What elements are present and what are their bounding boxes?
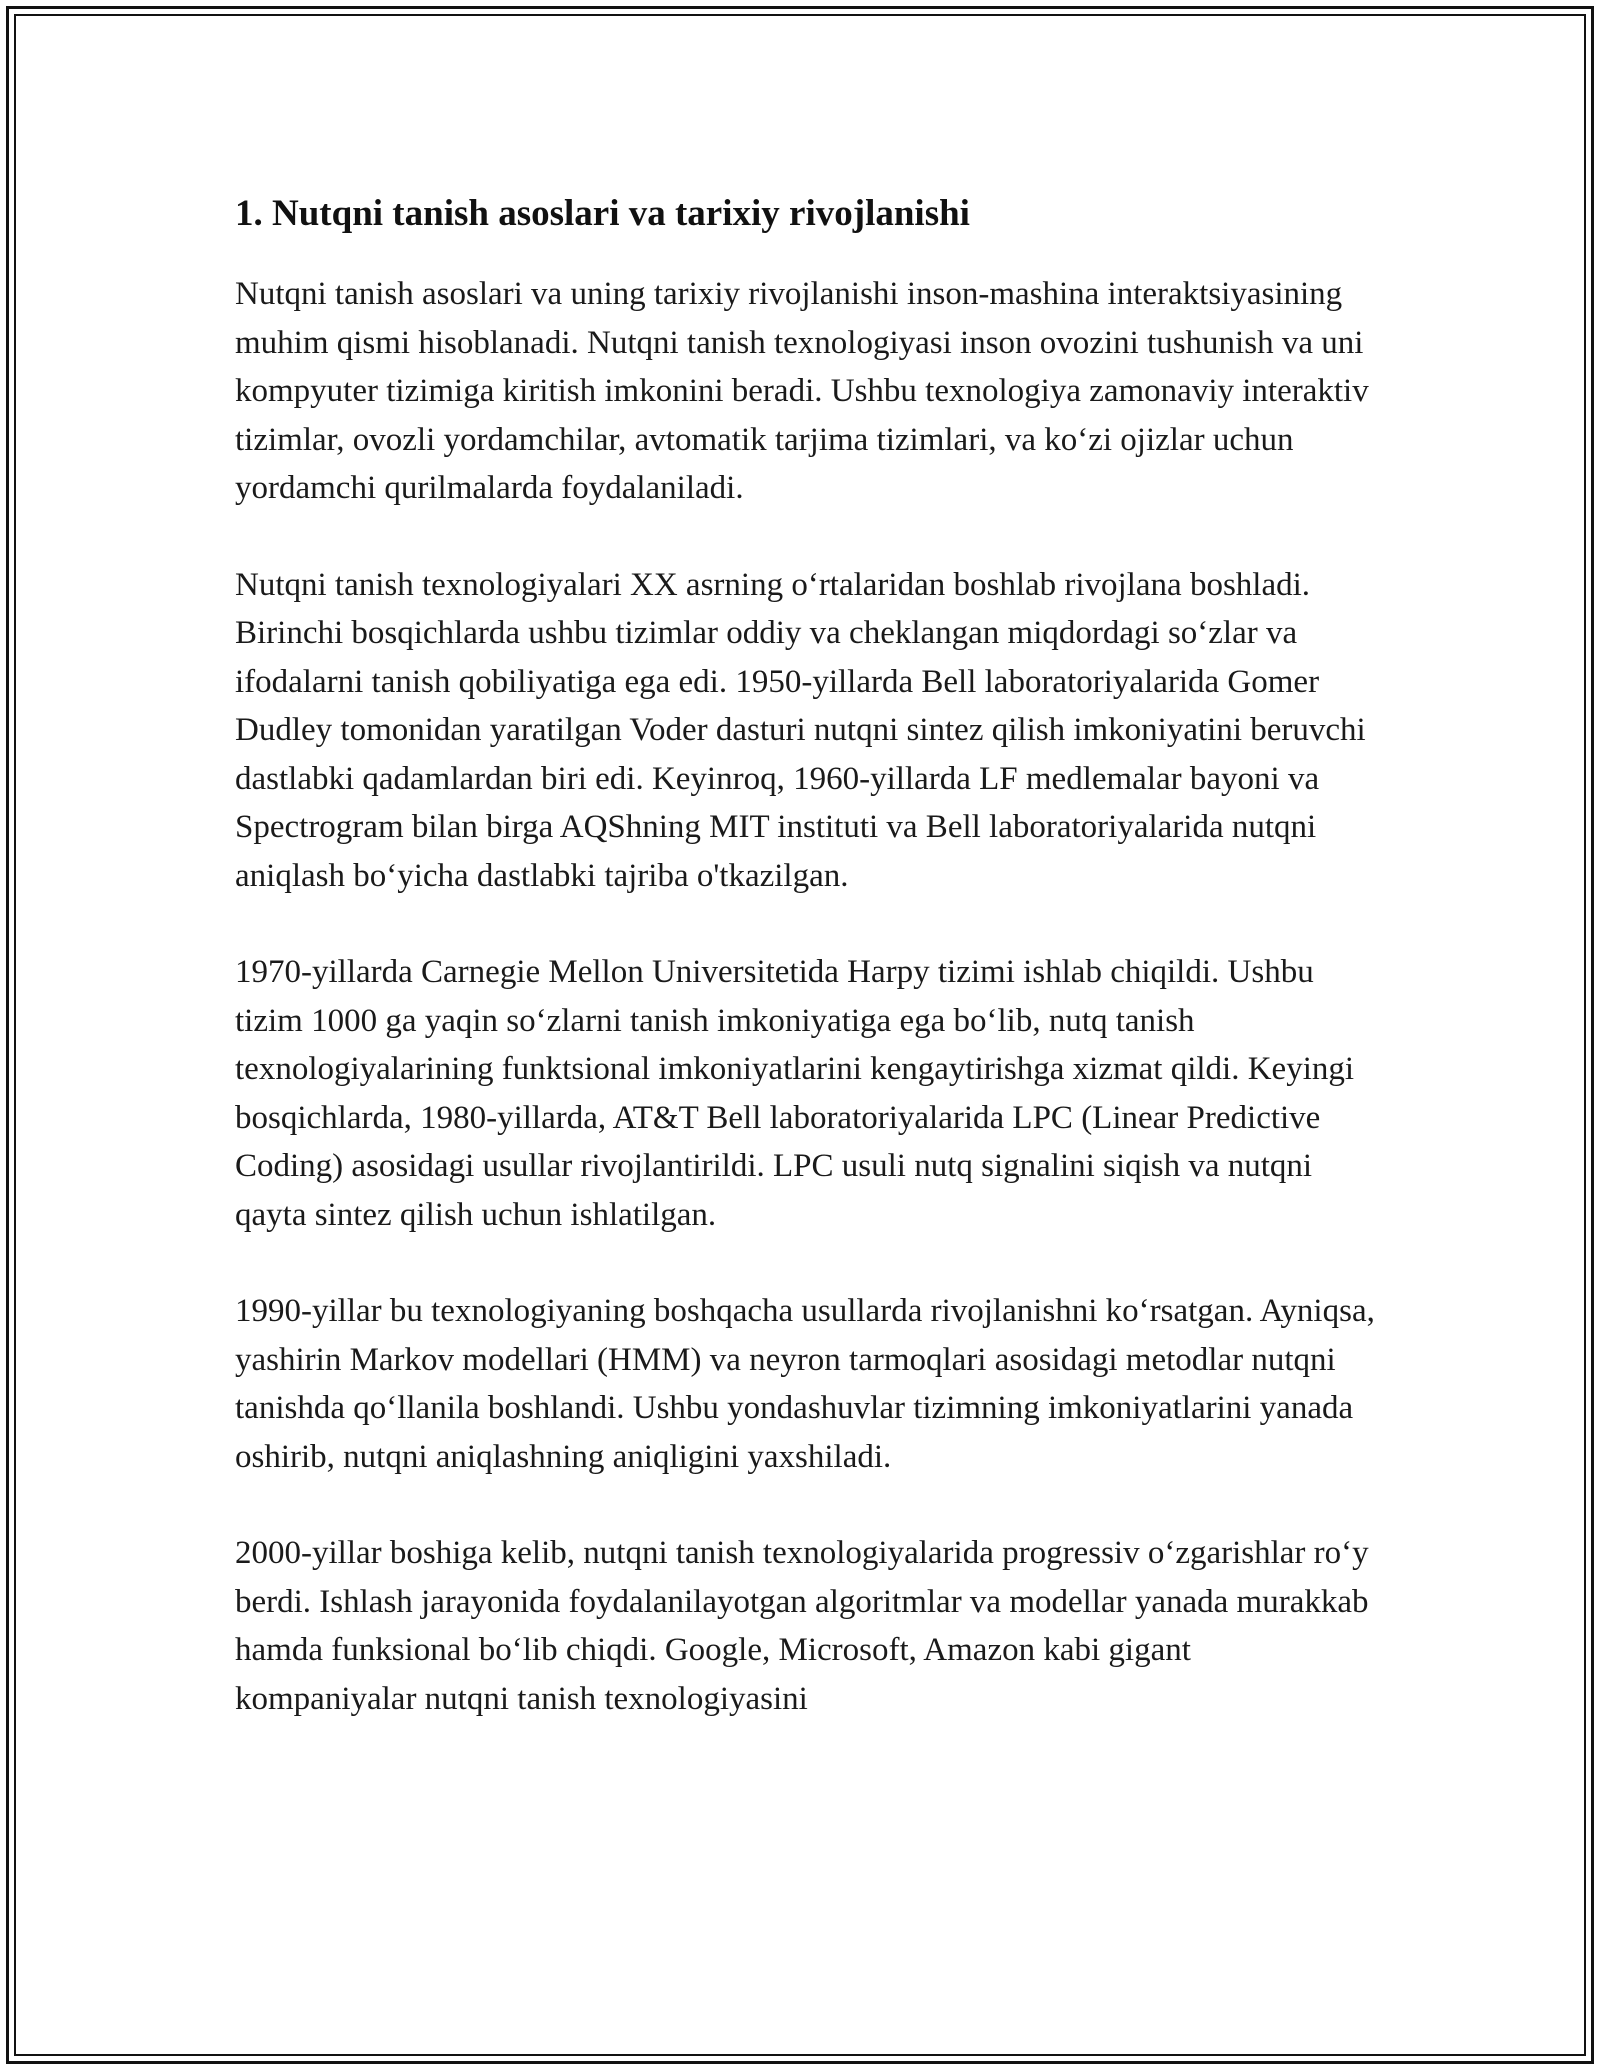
document-body: [235, 188, 1375, 1771]
section-heading: 1. Nutqni tanish asoslari va tarixiy rivojlanishi: [235, 193, 970, 234]
paragraph-2: Nutqni tanish texnologiyalari XX asrning o‘rtalaridan boshlab rivojlana boshladi. Birinchi bosqichlarda ushbu tizimlar oddiy va cheklangan miqdordagi so‘zlar va ifodalarni tanish qobiliyatiga ega edi. 1950-yillarda Bell laboratoriyalarida Gomer Dudley tomonidan yaratilgan Voder dasturi nutqni sintez qilish imkoniyatini beruvchi dastlabki qadamlardan biri edi. Keyinroq, 1960-yillarda LF medlemalar bayoni va Spectrogram bilan birga AQShning MIT instituti va Bell laboratoriyalarida nutqni aniqlash bo‘yicha dastlabki tajriba o'tkazilgan.: [235, 566, 1366, 894]
paragraph-4: 1990-yillar bu texnologiyaning boshqacha usullarda rivojlanishni ko‘rsatgan. Ayniqsa, yashirin Markov modellari (HMM) va neyron tarmoqlari asosidagi metodlar nutqni tanishda qo‘llanila boshlandi. Ushbu yondashuvlar tizimning imkoniyatlarini yanada oshirib, nutqni aniqlashning aniqligini yaxshiladi.: [235, 1293, 1375, 1475]
paragraph-5: 2000-yillar boshiga kelib, nutqni tanish texnologiyalarida progressiv o‘zgarishlar ro‘y berdi. Ishlash jarayonida foydalanilayotgan algoritmlar va modellar yanada murakkab hamda funksional bo‘lib chiqdi. Google, Microsoft, Amazon kabi gigant kompaniyalar nutqni tanish texnologiyasini: [235, 1535, 1369, 1717]
paragraph-1: Nutqni tanish asoslari va uning tarixiy rivojlanishi inson-mashina interaktsiyasining muhim qismi hisoblanadi. Nutqni tanish texnologiyasi inson ovozini tushunish va uni kompyuter tizimiga kiritish imkonini beradi. Ushbu texnologiya zamonaviy interaktiv tizimlar, ovozli yordamchilar, avtomatik tarjima tizimlari, va ko‘zi ojizlar uchun yordamchi qurilmalarda foydalaniladi.: [235, 276, 1369, 506]
paragraph-3: 1970-yillarda Carnegie Mellon Universitetida Harpy tizimi ishlab chiqildi. Ushbu tizim 1000 ga yaqin so‘zlarni tanish imkoniyatiga ega bo‘lib, nutq tanish texnologiyalarining funktsional imkoniyatlarini kengaytirishga xizmat qildi. Keyingi bosqichlarda, 1980-yillarda, AT&T Bell laboratoriyalarida LPC (Linear Predictive Coding) asosidagi usullar rivojlantirildi. LPC usuli nutq signalini siqish va nutqni qayta sintez qilish uchun ishlatilgan.: [235, 954, 1355, 1233]
